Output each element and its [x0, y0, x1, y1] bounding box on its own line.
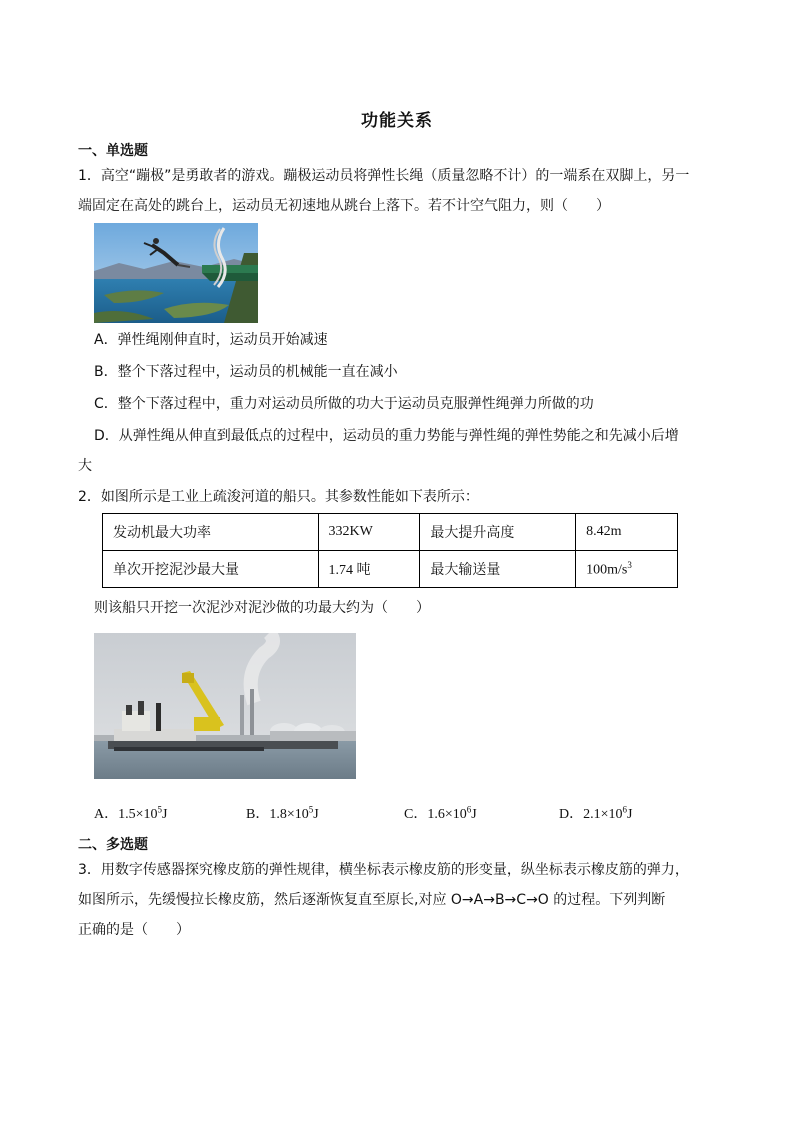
table-cell — [576, 551, 678, 588]
table-cell: 单次开挖泥沙最大量 — [103, 551, 319, 588]
q3-stem-line2: 如图所示，先缓慢拉长橡皮筋，然后逐渐恢复直至原长,对应 O→A→B→C→O 的过程。下列判断 — [78, 892, 666, 908]
table-cell: 发动机最大功率 — [103, 514, 319, 551]
q1-option-d: D．从弹性绳从伸直到最低点的过程中，运动员的重力势能与弹性绳的弹性势能之和先减小后增 — [94, 428, 679, 444]
option-exponent: 6 — [466, 804, 472, 815]
q3-stem-line3: 正确的是（ ） — [78, 922, 190, 938]
option-exponent: 6 — [622, 804, 628, 815]
option-label: A． — [94, 807, 119, 822]
max-delivery-value: 100m/s — [586, 562, 628, 578]
table-cell: 最大提升高度 — [420, 514, 576, 551]
q2-question: 则该船只开挖一次泥沙对泥沙做的功最大约为（ ） — [94, 600, 430, 616]
table-cell: 332KW — [318, 514, 420, 551]
option-unit: J — [162, 807, 168, 822]
dredging-ship-photo — [94, 633, 356, 779]
q1-option-d-continued: 大 — [78, 458, 92, 474]
q2-option-c — [404, 803, 477, 823]
option-exponent: 5 — [308, 804, 314, 815]
table-row — [103, 514, 678, 551]
q1-option-c: C．整个下落过程中，重力对运动员所做的功大于运动员克服弹性绳弹力所做的功 — [94, 396, 594, 412]
table-row — [103, 551, 678, 588]
option-label: B． — [246, 807, 270, 822]
q2-option-a — [94, 803, 167, 823]
q1-option-a: A．弹性绳刚伸直时，运动员开始减速 — [94, 332, 328, 348]
section-heading-multiple-choice: 二、多选题 — [78, 837, 148, 853]
q2-option-b — [246, 803, 319, 823]
q2-option-d — [559, 803, 632, 823]
option-unit: J — [471, 807, 477, 822]
table-cell: 1.74 吨 — [318, 551, 420, 588]
option-unit: J — [627, 807, 633, 822]
option-value: 2.1×10 — [583, 807, 623, 822]
q2-stem: 2．如图所示是工业上疏浚河道的船只。其参数性能如下表所示： — [78, 489, 479, 505]
option-exponent: 5 — [157, 804, 163, 815]
dredger-parameter-table — [102, 513, 678, 588]
unit-exponent: 3 — [627, 559, 632, 570]
page-title: 功能关系 — [361, 111, 433, 131]
q1-stem-line2: 端固定在高处的跳台上，运动员无初速地从跳台上落下。若不计空气阻力，则（ ） — [78, 198, 610, 214]
table-cell: 最大输送量 — [420, 551, 576, 588]
option-unit: J — [313, 807, 319, 822]
option-label: C． — [404, 807, 428, 822]
section-heading-single-choice: 一、单选题 — [78, 143, 148, 159]
q1-option-b: B．整个下落过程中，运动员的机械能一直在减小 — [94, 364, 398, 380]
option-value: 1.8×10 — [269, 807, 309, 822]
table-cell: 8.42m — [576, 514, 678, 551]
bungee-jump-photo — [94, 223, 258, 323]
option-value: 1.6×10 — [427, 807, 467, 822]
option-value: 1.5×10 — [118, 807, 158, 822]
option-label: D． — [559, 807, 584, 822]
q3-stem-line1: 3．用数字传感器探究橡皮筋的弹性规律，横坐标表示橡皮筋的形变量，纵坐标表示橡皮筋的弹力， — [78, 862, 689, 878]
q1-stem-line1: 1．高空“蹦极”是勇敢者的游戏。蹦极运动员将弹性长绳（质量忽略不计）的一端系在双脚上，另一 — [78, 168, 690, 184]
